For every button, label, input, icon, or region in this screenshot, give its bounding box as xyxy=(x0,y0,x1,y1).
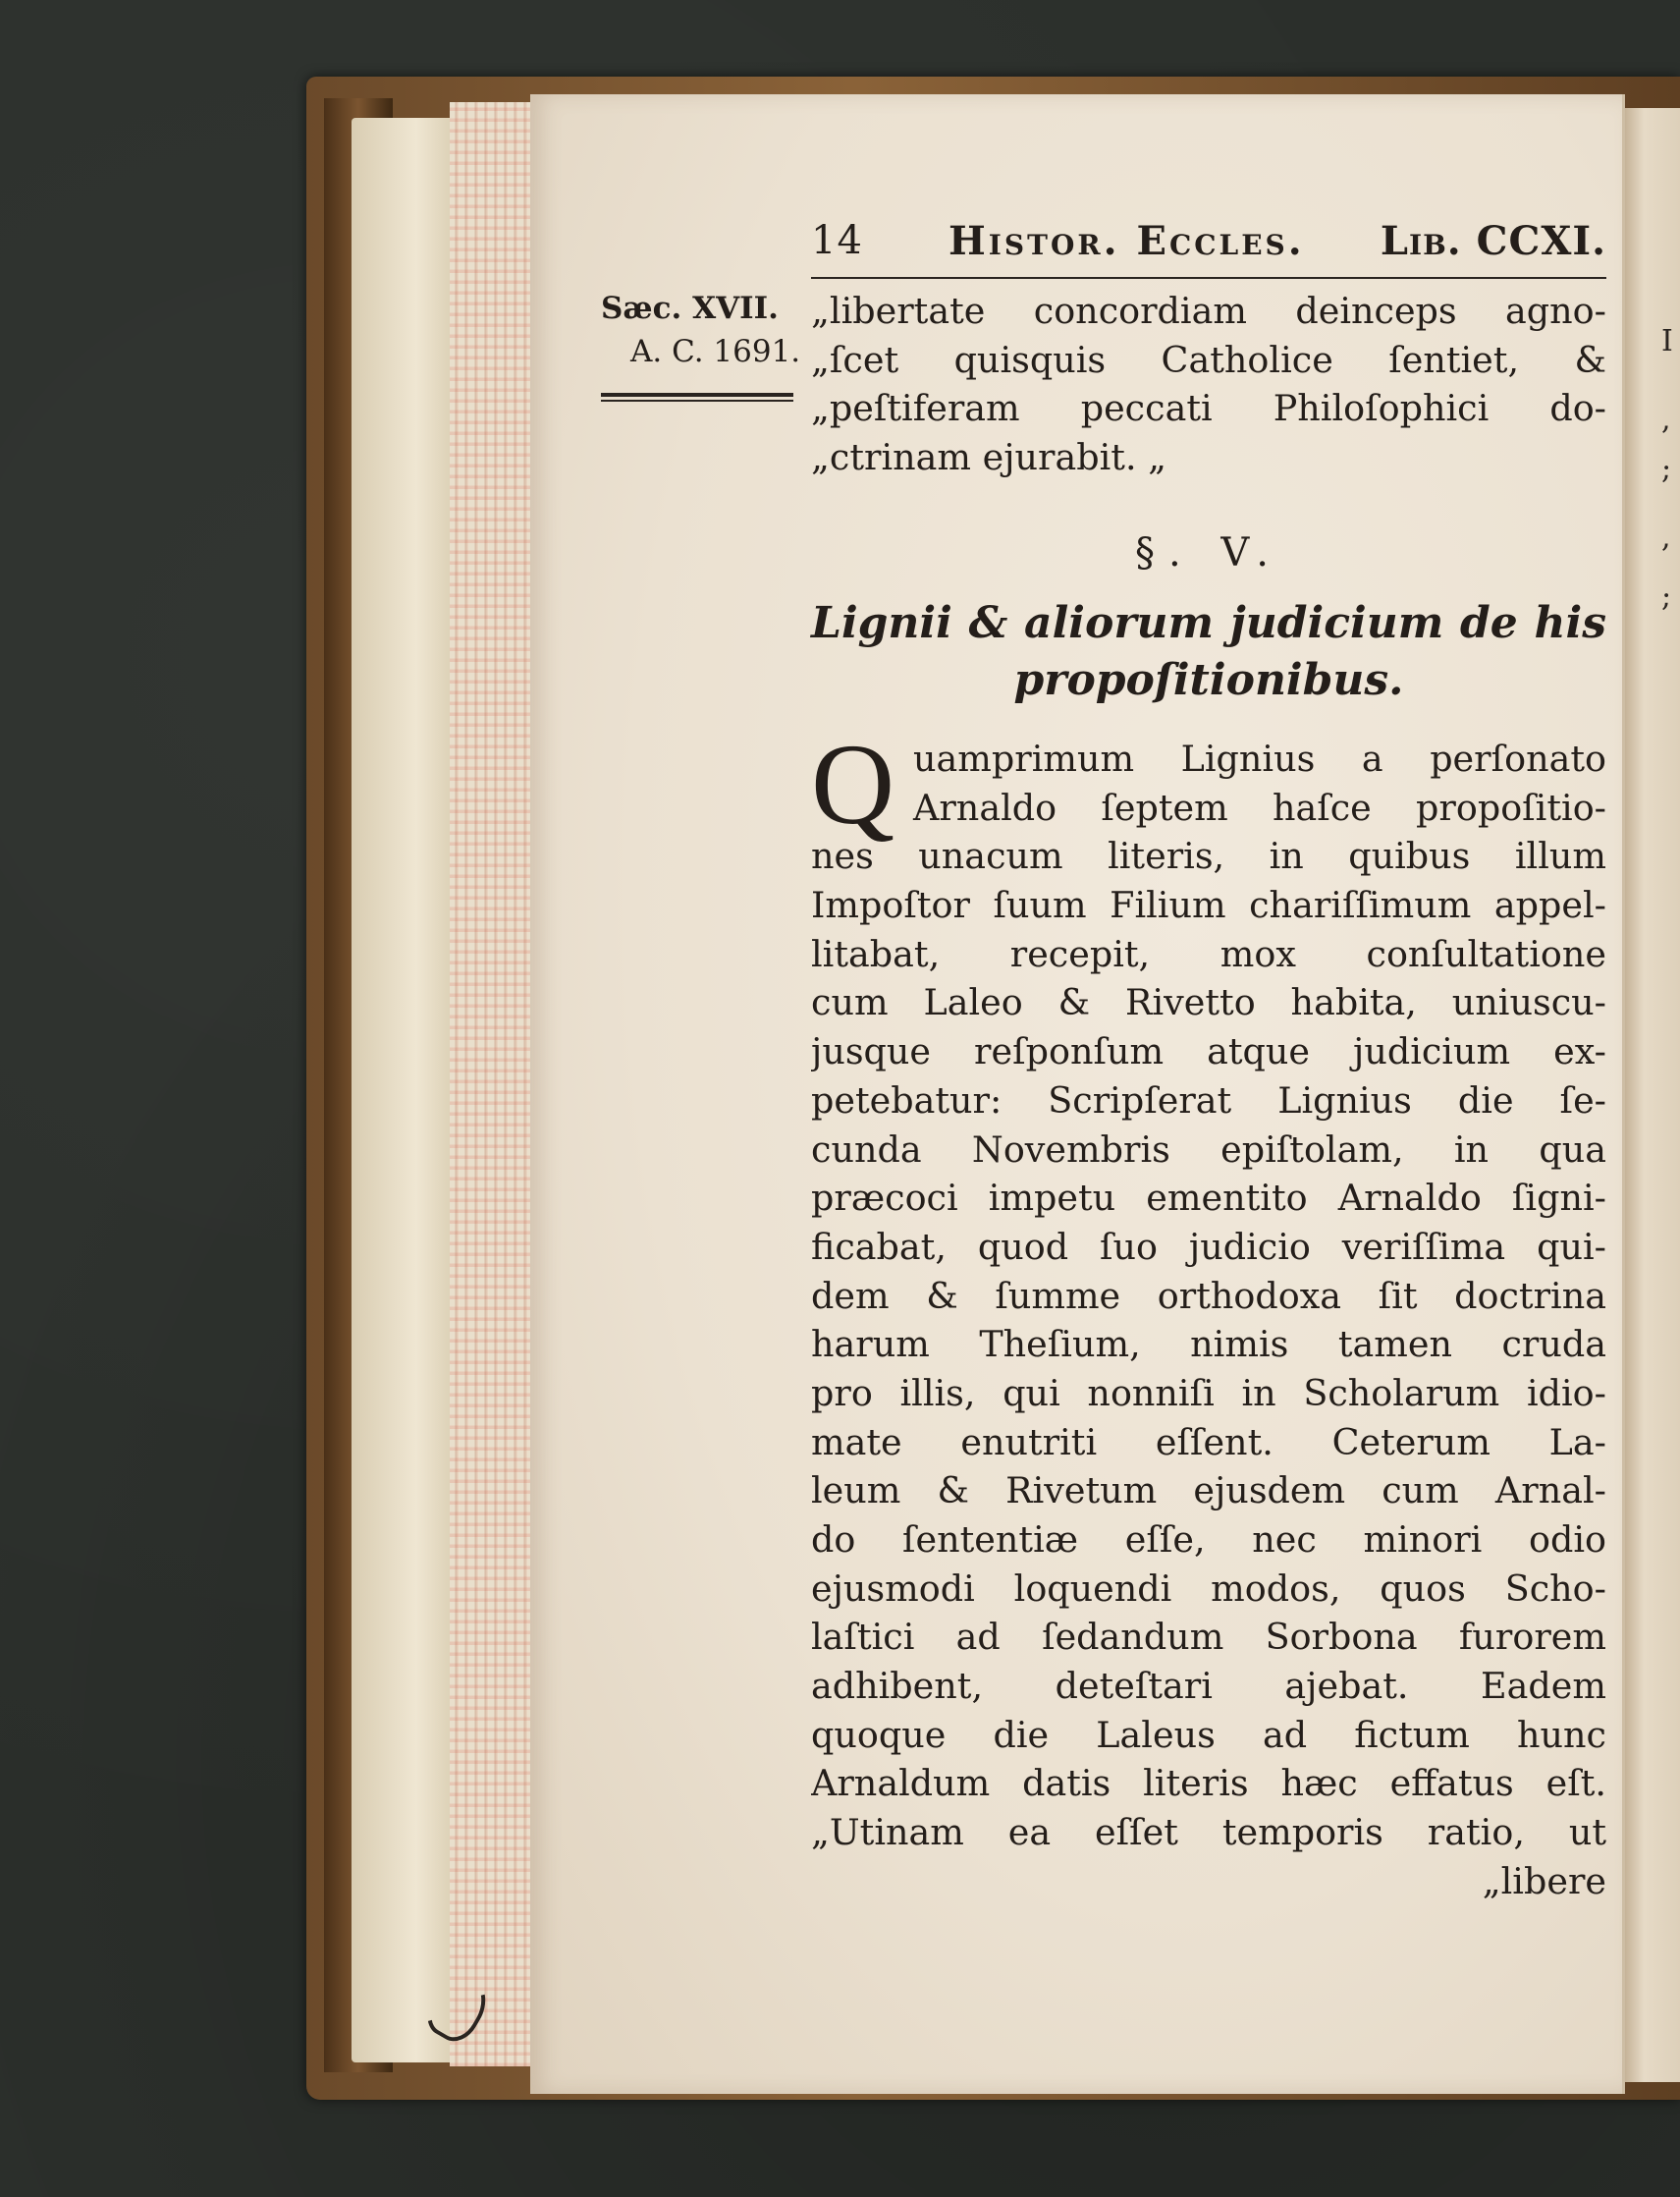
text-line: ejusmodi loquendi modos, quos Scho- xyxy=(811,1566,1606,1610)
text-line: pro illis, qui nonniſi in Scholarum idio- xyxy=(811,1371,1606,1414)
text-line: cum Laleo & Rivetto habita, uniuscu- xyxy=(811,981,1606,1024)
running-header xyxy=(811,218,1606,275)
next-page-fragment: ; xyxy=(1661,452,1672,486)
section-title xyxy=(811,595,1606,709)
text-line: uamprimum Lignius a perſonato xyxy=(913,738,1606,780)
margin-year: A. C. 1691. xyxy=(630,334,801,369)
paragraph xyxy=(811,735,1606,1906)
text-line: „peſtiferam peccati Philoſophici do- xyxy=(811,387,1606,430)
text-line: mate enutriti eſſent. Ceterum La- xyxy=(811,1420,1606,1463)
text-line: „ſcet quisquis Catholice ſentiet, & xyxy=(811,338,1606,381)
text-line: petebatur: Scripſerat Lignius die ſe- xyxy=(811,1078,1606,1122)
next-page-fragment: , xyxy=(1661,521,1671,555)
text-line: leum & Rivetum ejusdem cum Arnal- xyxy=(811,1469,1606,1512)
text-line: Arnaldo ſeptem haſce propoſitio- xyxy=(913,786,1606,829)
text-line: litabat, recepit, mox conſultatione xyxy=(811,932,1606,975)
margin-note xyxy=(601,287,807,373)
text-line: „ctrinam ejurabit. „ xyxy=(811,436,1167,479)
page-number: 14 xyxy=(811,218,863,263)
next-page-edge xyxy=(1620,108,1680,2082)
next-page-fragment: , xyxy=(1661,403,1671,437)
next-page-fragment: I xyxy=(1661,324,1673,358)
text-line: Impoſtor ſuum Filium chariſſimum appel- xyxy=(811,884,1606,927)
catchword: „libere xyxy=(1482,1859,1606,1902)
page-edges xyxy=(450,102,540,2066)
text-line: adhibent, deteſtari ajebat. Eadem xyxy=(811,1665,1606,1708)
section-title-line: propoſitionibus. xyxy=(1013,655,1404,705)
text-line: dem & ſumme orthodoxa ſit doctrina xyxy=(811,1274,1606,1317)
book-number: Lib. CCXI. xyxy=(1380,218,1606,264)
next-page-fragment: ; xyxy=(1661,579,1672,614)
text-line: cunda Novembris epiſtolam, in qua xyxy=(811,1127,1606,1171)
text-line: jusque reſponſum atque judicium ex- xyxy=(811,1030,1606,1073)
text-line: do ſententiæ eſſe, nec minori odio xyxy=(811,1518,1606,1561)
text-line: ficabat, quod ſuo judicio veriſſima qui- xyxy=(811,1225,1606,1268)
text-line: „Utinam ea eſſet temporis ratio, ut xyxy=(811,1811,1606,1854)
header-rule xyxy=(811,277,1606,279)
text-line: quoque die Laleus ad fictum hunc xyxy=(811,1713,1606,1756)
running-title: Histor. Eccles. xyxy=(948,218,1305,264)
front-board xyxy=(352,118,460,2062)
text-line: laſtici ad ſedandum Sorbona furorem xyxy=(811,1616,1606,1659)
text-line: nes unacum literis, in quibus illum xyxy=(811,835,1606,878)
margin-century: Sæc. XVII. xyxy=(601,291,779,326)
text-line: præcoci impetu ementito Arnaldo ſigni- xyxy=(811,1177,1606,1220)
quote-block xyxy=(811,287,1606,482)
text-line: harum Theſium, nimis tamen cruda xyxy=(811,1323,1606,1366)
section-title-line: Lignii & aliorum judicium de his xyxy=(811,598,1606,648)
margin-rule xyxy=(601,393,793,402)
text-line: Arnaldum datis literis hæc effatus eſt. xyxy=(811,1762,1606,1805)
drop-cap: Q xyxy=(811,720,895,849)
text-line: „libertate concordiam deinceps agno- xyxy=(811,290,1606,332)
section-mark: §. V. xyxy=(1134,530,1283,576)
